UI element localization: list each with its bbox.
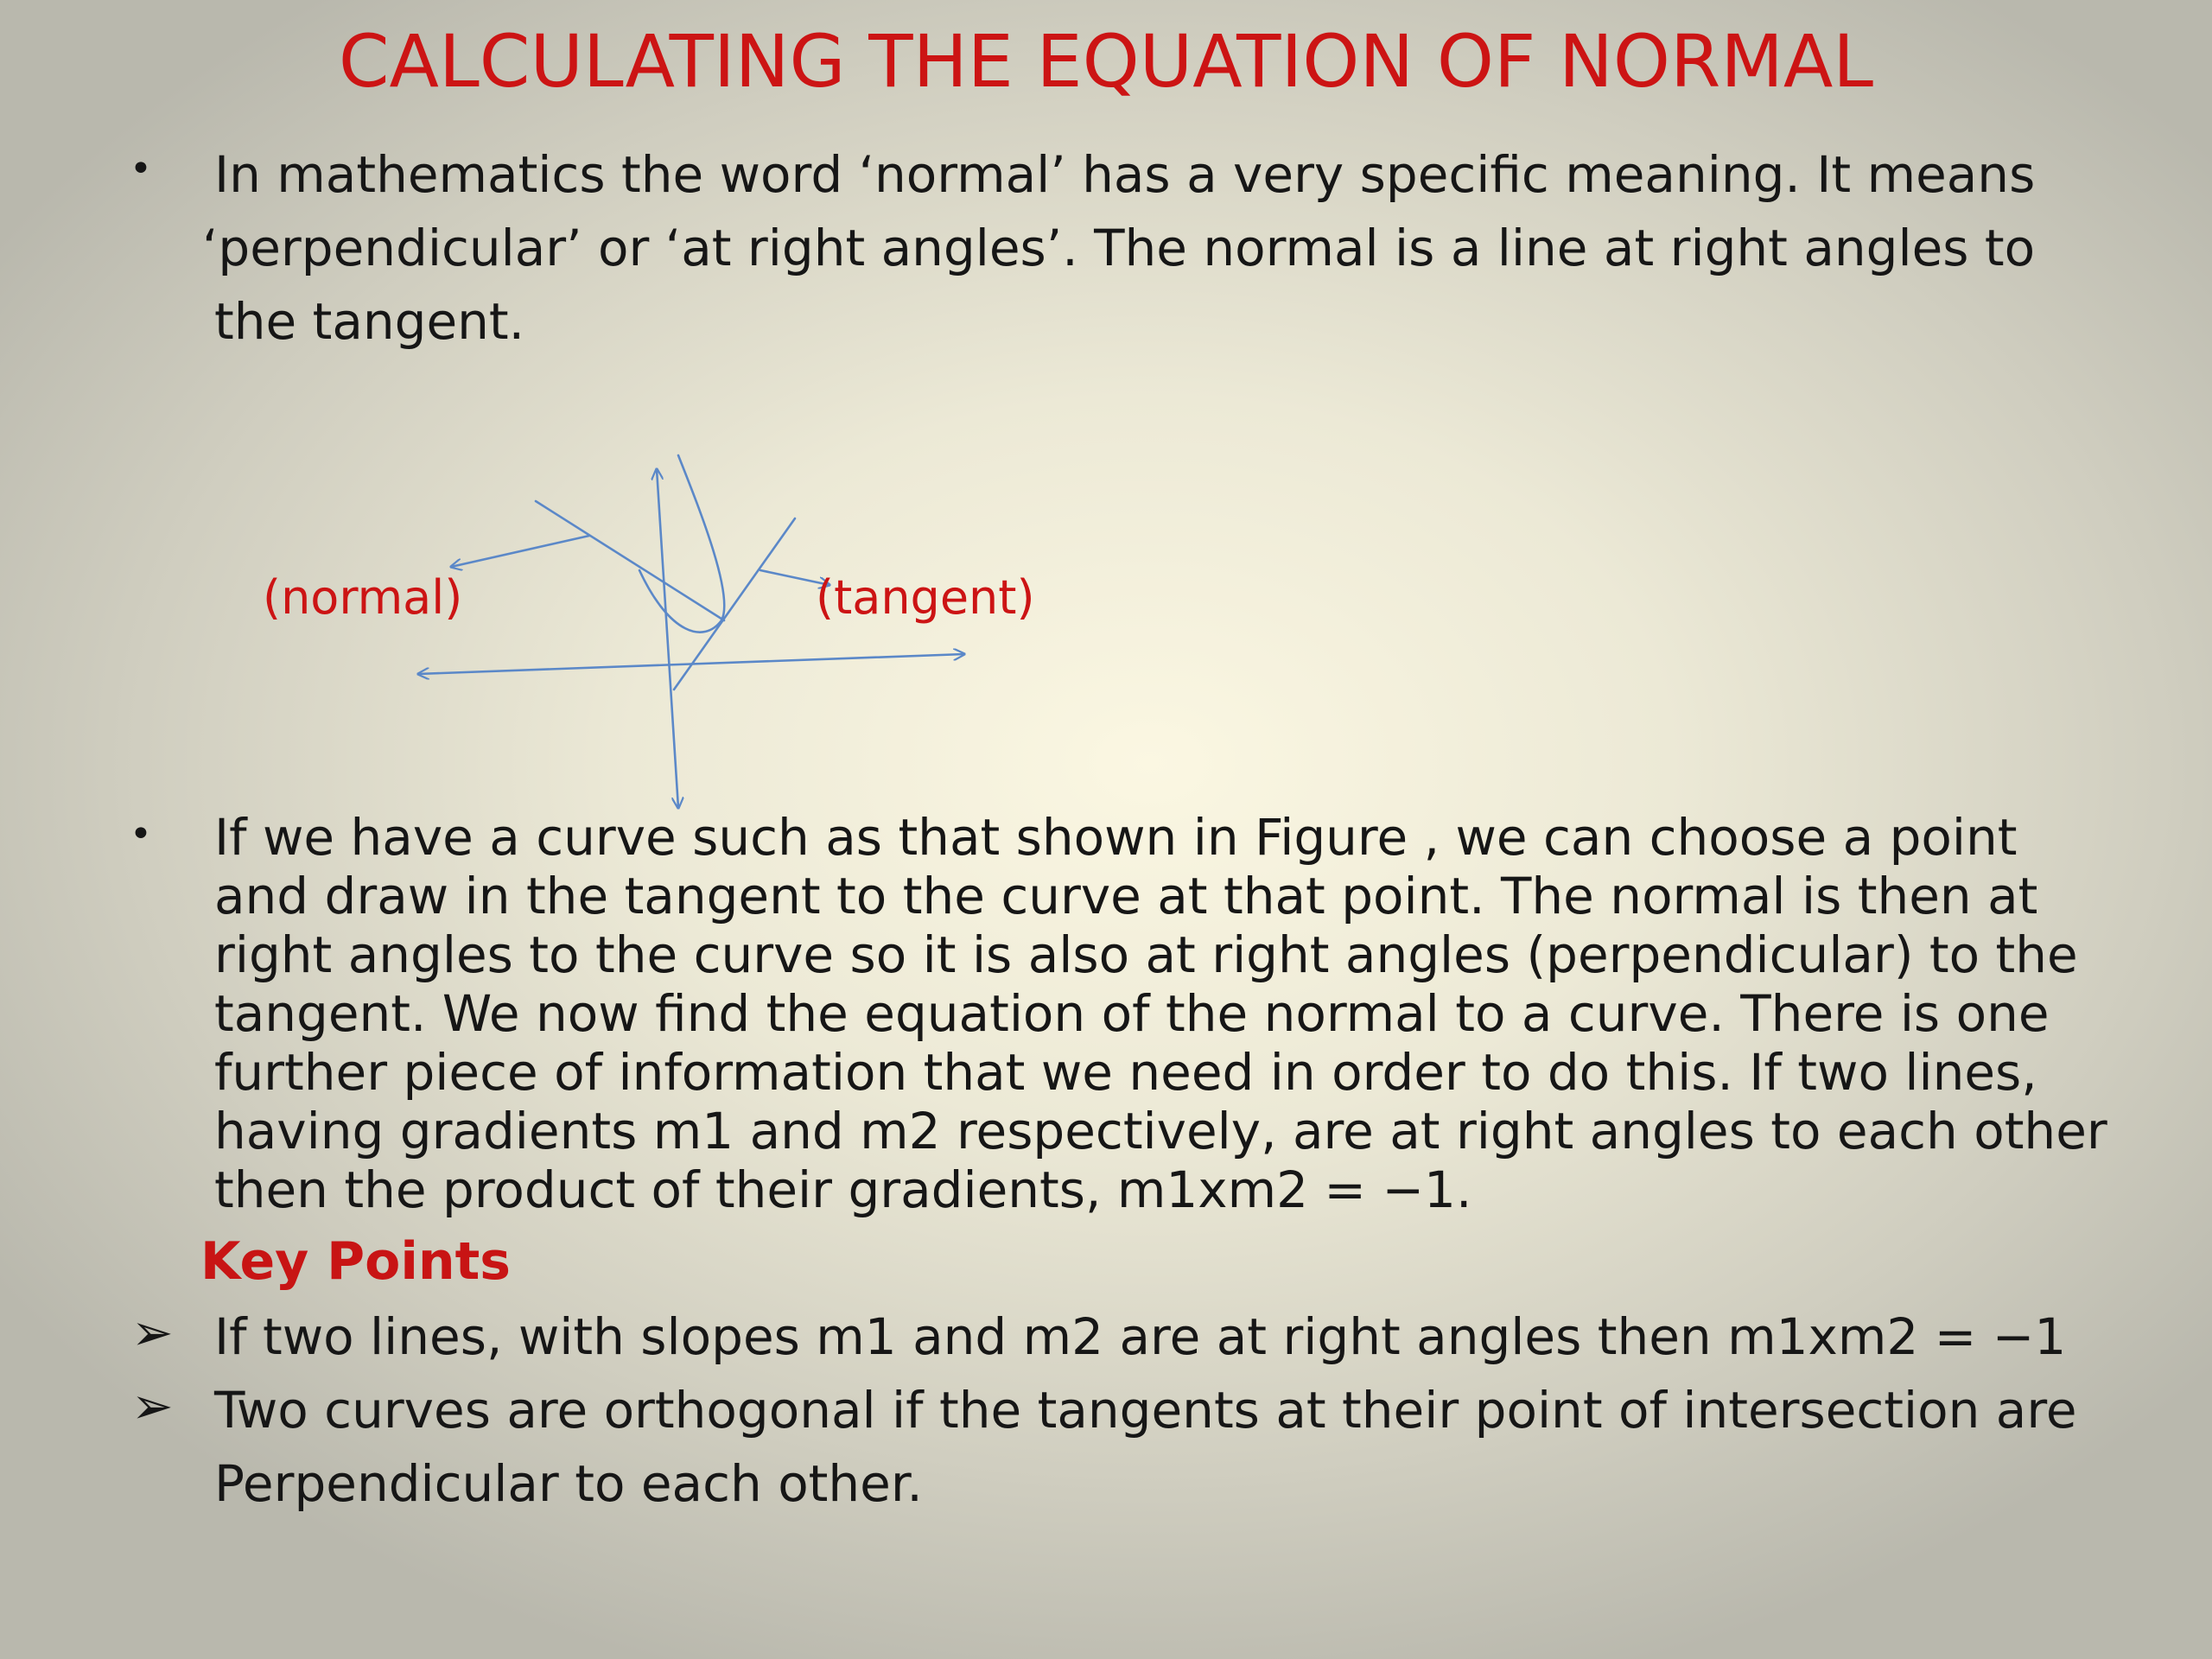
bullet-marker: • — [130, 812, 152, 856]
explanation-line-4: tangent. We now find the equation of the normal to a curve. There is one — [214, 984, 2050, 1043]
normal-line — [536, 501, 724, 620]
explanation-line-2: and draw in the tangent to the curve at that point. The normal is then at — [214, 867, 2038, 925]
arrow-bullet-icon: ➢ — [131, 1303, 174, 1362]
curve — [639, 455, 724, 632]
key-point-1: If two lines, with slopes m1 and m2 are at right angles then m1xm2 = −1 — [214, 1307, 2067, 1366]
key-point-2-line-1: Two curves are orthogonal if the tangents at their point of intersection are — [214, 1381, 2077, 1440]
tangent-label: (tangent) — [816, 570, 1035, 625]
explanation-line-1: If we have a curve such as that shown in Figure , we can choose a point — [214, 808, 2018, 867]
intro-line-2: ‘perpendicular’ or ‘at right angles’. The normal is a line at right angles to — [202, 219, 2036, 277]
key-point-2 — [214, 1374, 2077, 1521]
slide-title: CALCULATING THE EQUATION OF NORMAL — [338, 19, 1874, 104]
normal-label: (normal) — [263, 570, 463, 625]
explanation-line-6: having gradients m1 and m2 respectively, are at right angles to each other — [214, 1102, 2107, 1160]
y-axis — [657, 469, 678, 808]
bullet-marker: • — [130, 147, 152, 191]
explanation-line-3: right angles to the curve so it is also at right angles (perpendicular) to the — [214, 925, 2078, 984]
explanation-line-5: further piece of information that we need in order to do this. If two lines, — [214, 1043, 2037, 1102]
normal-arrow — [451, 536, 589, 567]
explanation-paragraph — [214, 808, 2107, 1219]
intro-line-3: the tangent. — [214, 292, 525, 351]
key-point-2-line-2: Perpendicular to each other. — [214, 1454, 923, 1513]
explanation-line-7: then the product of their gradients, m1xm2 = −1. — [214, 1160, 1472, 1219]
intro-line-1: In mathematics the word ‘normal’ has a very specific meaning. It means — [214, 145, 2036, 204]
arrow-bullet-icon: ➢ — [131, 1376, 174, 1435]
key-points-heading: Key Points — [200, 1231, 512, 1292]
tangent-line — [674, 518, 795, 690]
